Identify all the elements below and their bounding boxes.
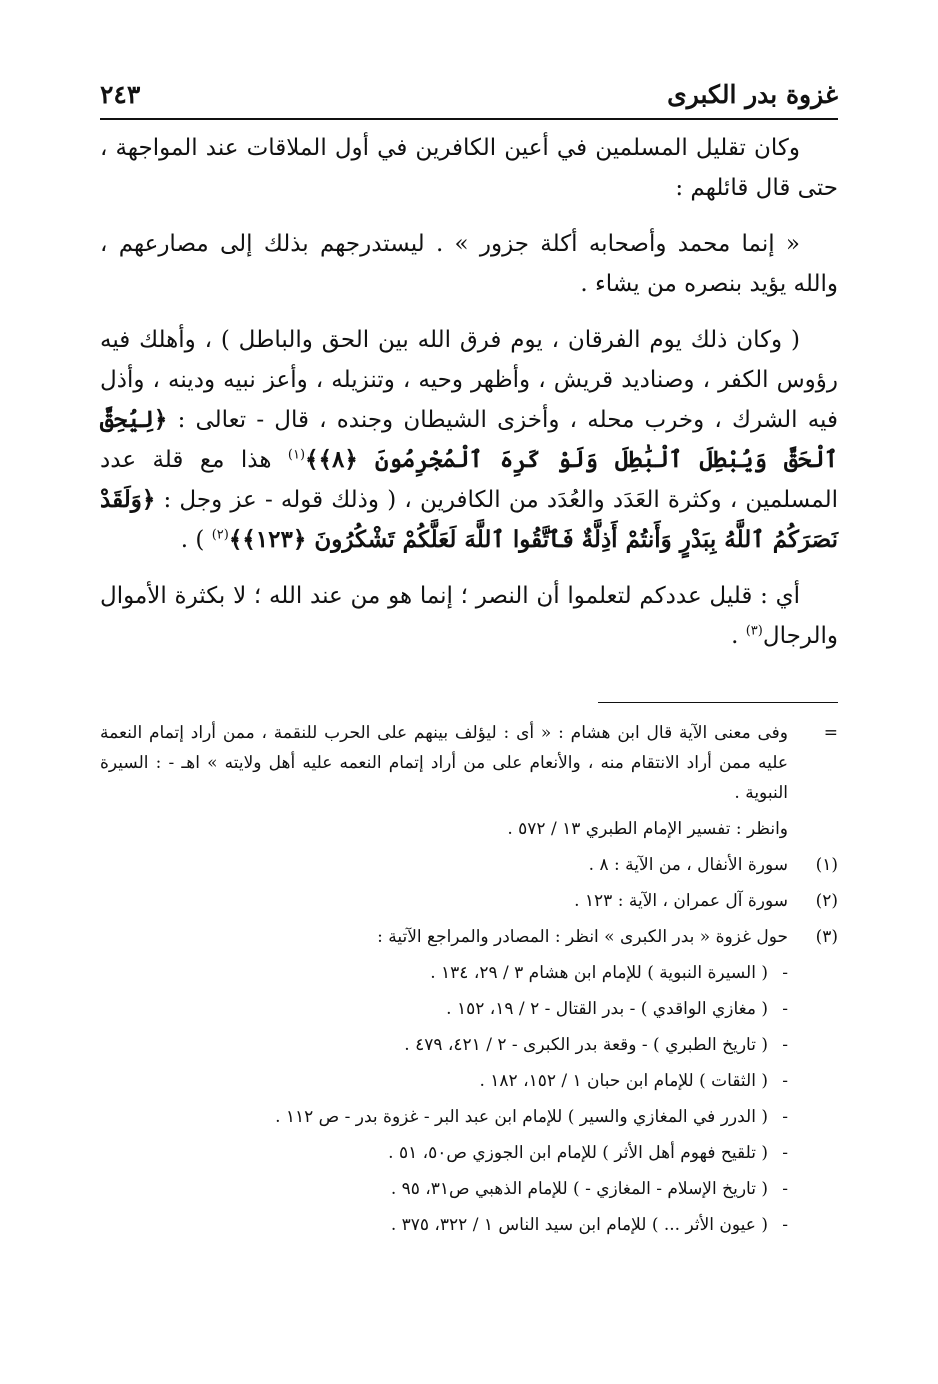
- quran-verse-2: ﴿وَلَقَدْ نَصَرَكُمُ ٱللَّهُ بِبَدْرٍ وَأَنتُمْ أَذِلَّةٌ فَٱتَّقُوا ٱللَّهَ لَعَلَّكُمْ تَشْكُرُونَ ﴿١٢٣﴾﴾: [100, 486, 838, 553]
- paragraph-1: وكان تقليل المسلمين في أعين الكافرين في أول الملاقات عند المواجهة ، حتى قال قائلهم :: [100, 135, 838, 201]
- reference-text: ( تاريخ الطبري ) - وقعة بدر الكبرى - ٢ / ٤٢١، ٤٧٩ .: [404, 1035, 768, 1055]
- reference-dash: -: [782, 999, 788, 1019]
- paragraph-4-text-a: أي : قليل عددكم لتعلموا أن النصر ؛ إنما هو من عند الله ؛ لا بكثرة الأموال والرجال: [100, 583, 838, 649]
- footnote-2: [100, 886, 838, 916]
- footnote-1-text: سورة الأنفال ، من الآية : ٨ .: [588, 855, 788, 875]
- reference-item: [100, 994, 788, 1024]
- reference-text: ( تلقيح فهوم أهل الأثر ) للإمام ابن الجوزي ص٥٠، ٥١ .: [388, 1143, 768, 1163]
- continuation-mark: =: [823, 723, 838, 743]
- reference-text: ( مغازي الواقدي ) - بدر القتال - ٢ / ١٩، ١٥٢ .: [446, 999, 768, 1019]
- paragraph-4-text-b: .: [731, 623, 739, 649]
- footnote-continuation: [100, 718, 838, 808]
- reference-list: [100, 958, 838, 1240]
- reference-dash: -: [782, 1071, 788, 1091]
- footnote-2-text: سورة آل عمران ، الآية : ١٢٣ .: [574, 891, 788, 911]
- paragraph-4: [100, 576, 838, 656]
- paragraph-3-text-a: ( وكان ذلك يوم الفرقان ، يوم فرق الله بين الحق والباطل ) ، وأهلك فيه رؤوس الكفر ، وصناديد قريش ، وأظهر وحيه ، وتنزيله ، وأعز نبيه ودينه ، وأذل فيه الشرك ، وخرب محله ، وأخزى الشيطان وجنده ، قال - تعالى :: [100, 327, 838, 433]
- header-divider: [100, 118, 838, 120]
- reference-text: ( الدرر في المغازي والسير ) للإمام ابن عبد البر - غزوة بدر - ص ١١٢ .: [275, 1107, 768, 1127]
- footnotes: [100, 718, 838, 1246]
- reference-text: ( السيرة النبوية ) للإمام ابن هشام ٣ / ٢٩، ١٣٤ .: [430, 963, 768, 983]
- reference-text: ( عيون الأثر ... ) للإمام ابن سيد الناس ١ / ٣٢٢، ٣٧٥ .: [390, 1215, 768, 1235]
- reference-dash: -: [782, 1107, 788, 1127]
- reference-item: [100, 1102, 788, 1132]
- reference-item: [100, 1030, 788, 1060]
- footnote-1: [100, 850, 838, 880]
- page-number: ٢٤٣: [100, 80, 141, 109]
- footnote-3-text: حول غزوة « بدر الكبرى » انظر : المصادر والمراجع الآتية :: [377, 927, 788, 947]
- footnote-3: [100, 922, 838, 952]
- reference-item: [100, 1138, 788, 1168]
- footnote-ref-1: (١): [287, 447, 306, 463]
- footnote-2-mark: (٢): [815, 891, 838, 911]
- footnote-1-mark: (١): [815, 855, 838, 875]
- reference-item: [100, 1174, 788, 1204]
- footnote-continuation-text: وفى معنى الآية قال ابن هشام : « أى : ليؤلف بينهم على الحرب للنقمة ، ممن أراد إتمام النعمة عليه ممن أراد الانتقام منه ، والأنعام على من أراد إتمام النعمه عليه أهل ولايته » اهـ - : السيرة النبوية .: [100, 723, 788, 803]
- reference-item: [100, 1066, 788, 1096]
- paragraph-2: « إنما محمد وأصحابه أكلة جزور » . ليستدرجهم بذلك إلى مصارعهم ، والله يؤيد بنصره من يشاء .: [100, 231, 838, 297]
- chapter-title: غزوة بدر الكبرى: [667, 80, 838, 109]
- reference-dash: -: [782, 1179, 788, 1199]
- reference-dash: -: [782, 1143, 788, 1163]
- footnote-divider: [598, 702, 838, 703]
- footnote-see-also: وانظر : تفسير الإمام الطبري ١٣ / ٥٧٢ .: [507, 819, 788, 839]
- reference-dash: -: [782, 963, 788, 983]
- main-text: [100, 128, 838, 672]
- quran-verse-1: ﴿لِيُحِقَّ ٱلْحَقَّ وَيُبْطِلَ ٱلْبَٰطِلَ وَلَوْ كَرِهَ ٱلْمُجْرِمُونَ ﴿٨﴾﴾: [100, 406, 838, 473]
- reference-text: ( تاريخ الإسلام - المغازي - ) للإمام الذهبي ص٣١، ٩٥ .: [390, 1179, 768, 1199]
- reference-dash: -: [782, 1215, 788, 1235]
- paragraph-3-text-b: هذا مع قلة عدد المسلمين ، وكثرة العَدَد والعُدَد من الكافرين ، ( وذلك قوله - عز وجل :: [100, 447, 839, 513]
- paragraph-3-text-c: ) .: [180, 527, 205, 553]
- footnote-3-mark: (٣): [815, 927, 838, 947]
- reference-item: [100, 1210, 788, 1240]
- footnote-ref-3: (٣): [745, 623, 763, 639]
- footnote-ref-2: (٢): [211, 527, 229, 543]
- reference-text: ( الثقات ) للإمام ابن حبان ١ / ١٥٢، ١٨٢ .: [479, 1071, 768, 1091]
- paragraph-3: [100, 320, 838, 560]
- running-header: [100, 72, 838, 116]
- reference-item: [100, 958, 788, 988]
- reference-dash: -: [782, 1035, 788, 1055]
